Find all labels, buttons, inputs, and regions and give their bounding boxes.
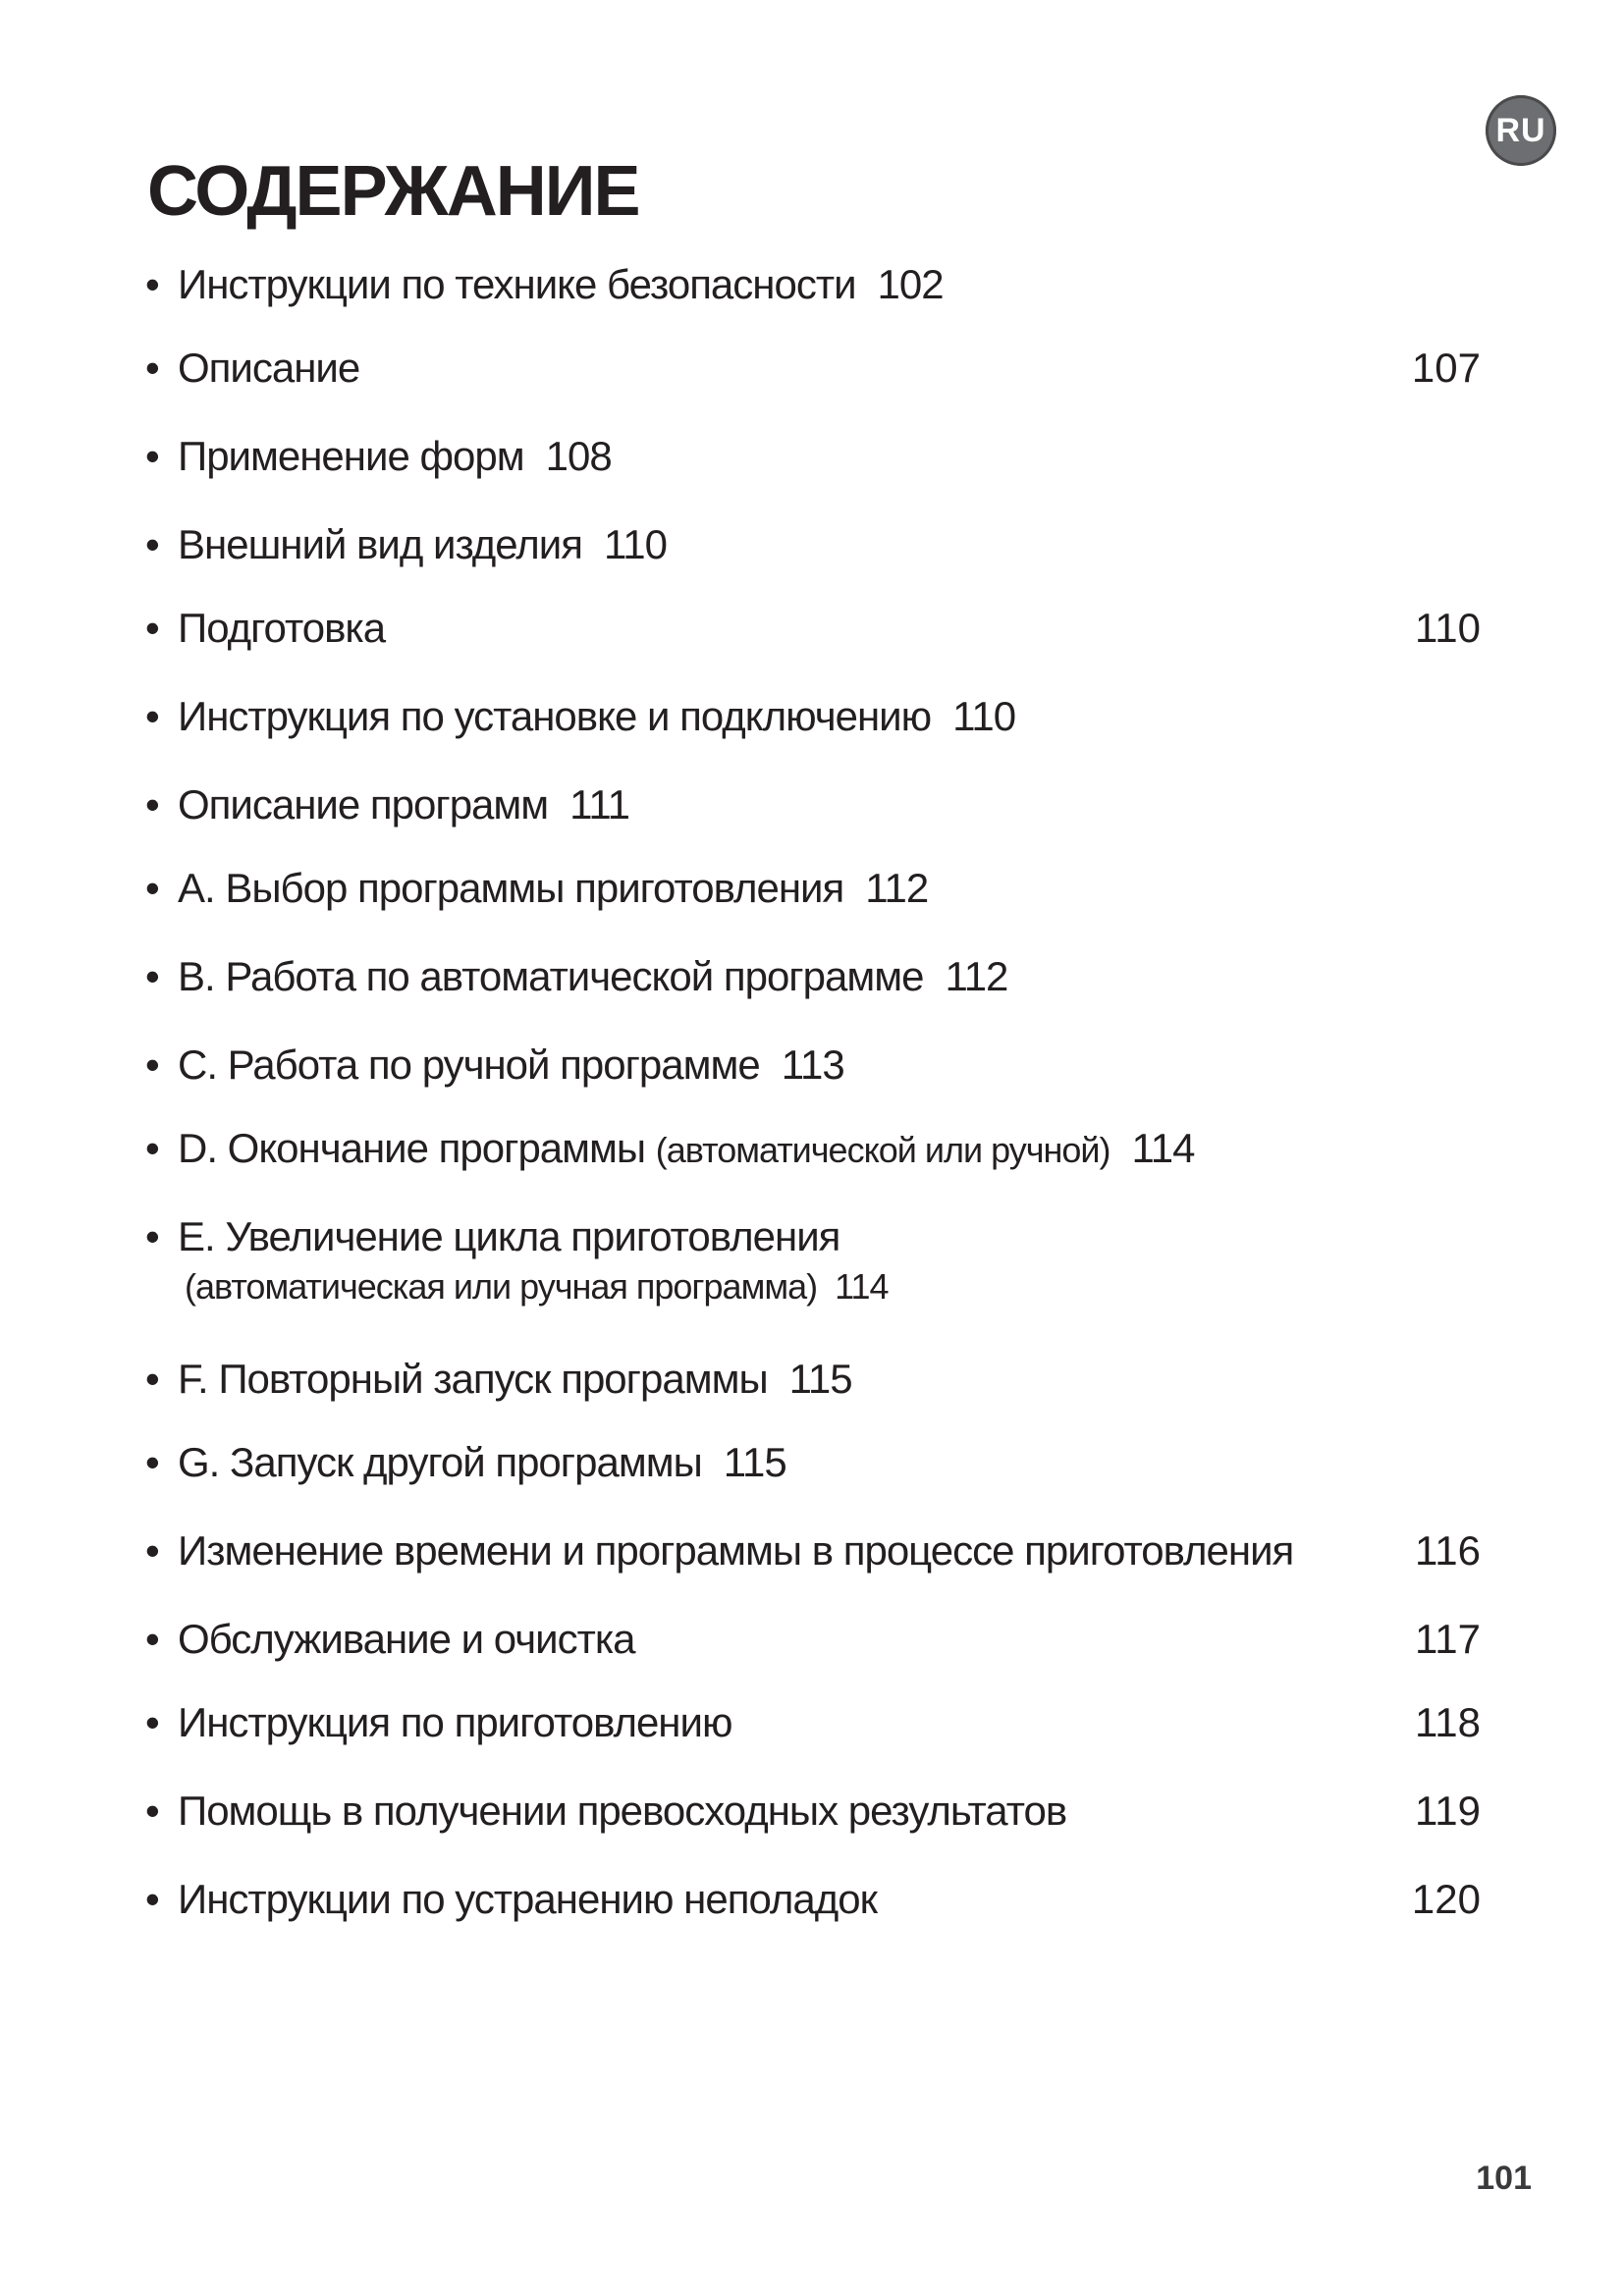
toc-entry-label: Инструкции по устранению неполадок xyxy=(178,1876,877,1922)
toc-entry-label: G. Запуск другой программы 115 xyxy=(178,1439,786,1485)
bullet-icon: • xyxy=(145,1876,160,1922)
toc-entry-page: 111 xyxy=(569,781,630,828)
toc-entry[interactable] xyxy=(145,1433,1481,1492)
toc-entry-page: 108 xyxy=(545,433,612,479)
toc-entry-page: 118 xyxy=(1415,1699,1481,1745)
toc-entry[interactable] xyxy=(145,1782,1481,1841)
toc-entry-page: 107 xyxy=(1411,345,1481,391)
toc-entry-page: 120 xyxy=(1411,1876,1481,1922)
toc-entry[interactable] xyxy=(145,427,1481,486)
toc-entry[interactable] xyxy=(145,515,1481,574)
toc-entry[interactable] xyxy=(145,255,1481,314)
language-badge: RU xyxy=(1486,95,1556,166)
toc-entry-page: 102 xyxy=(877,261,944,307)
toc-entry[interactable] xyxy=(145,599,1481,658)
bullet-icon: • xyxy=(145,1616,160,1662)
toc-entry-page: 119 xyxy=(1415,1788,1481,1834)
bullet-icon: • xyxy=(145,865,160,911)
page-title: СОДЕРЖАНИЕ xyxy=(147,152,639,231)
bullet-icon: • xyxy=(145,1125,160,1171)
toc-entry-page: 116 xyxy=(1415,1527,1481,1574)
bullet-icon: • xyxy=(145,693,160,739)
toc-entry-label: Описание xyxy=(178,345,360,391)
toc-entry-page: 114 xyxy=(1131,1125,1195,1171)
toc-entry[interactable] xyxy=(145,1350,1481,1409)
toc-entry-page: 110 xyxy=(952,693,1016,739)
toc-entry-page: 110 xyxy=(603,521,667,567)
toc-entry-page: 110 xyxy=(1415,605,1481,651)
toc-entry-page: 112 xyxy=(865,865,929,911)
toc-entry[interactable] xyxy=(145,1036,1481,1095)
bullet-icon: • xyxy=(145,345,160,391)
toc-entry-label: A. Выбор программы приготовления 112 xyxy=(178,865,929,911)
toc-entry-label: Инструкция по установке и подключению 110 xyxy=(178,693,1016,739)
bullet-icon: • xyxy=(145,521,160,567)
toc-entry[interactable] xyxy=(145,859,1481,918)
toc-entry-page: 113 xyxy=(781,1041,844,1088)
toc-entry-label: Инструкция по приготовлению xyxy=(178,1699,732,1745)
toc-entry-page: 112 xyxy=(945,953,1008,999)
toc-entry[interactable] xyxy=(145,687,1481,746)
bullet-icon: • xyxy=(145,1788,160,1834)
toc-entry[interactable] xyxy=(145,1693,1481,1752)
bullet-icon: • xyxy=(145,1356,160,1402)
table-of-contents xyxy=(145,0,1481,2296)
bullet-icon: • xyxy=(145,1527,160,1574)
toc-entry-label: Инструкции по технике безопасности 102 xyxy=(178,261,944,307)
toc-entry-label: Изменение времени и программы в процессе приготовления xyxy=(178,1527,1294,1574)
toc-entry-page: 117 xyxy=(1415,1616,1481,1662)
toc-entry-label: B. Работа по автоматической программе 112 xyxy=(178,953,1008,999)
toc-entry[interactable] xyxy=(145,775,1481,834)
toc-entry[interactable] xyxy=(145,1610,1481,1669)
toc-entry[interactable] xyxy=(145,1119,1481,1178)
bullet-icon: • xyxy=(145,1699,160,1745)
bullet-icon: • xyxy=(145,433,160,479)
toc-entry-label: F. Повторный запуск программы 115 xyxy=(178,1356,852,1402)
toc-entry-label: Помощь в получении превосходных результатов xyxy=(178,1788,1067,1834)
toc-entry-label: Применение форм 108 xyxy=(178,433,612,479)
page-number: 101 xyxy=(1476,2160,1532,2197)
toc-entry-label: Подготовка xyxy=(178,605,386,651)
toc-entry[interactable] xyxy=(145,1522,1481,1580)
toc-entry-page: 114 xyxy=(835,1266,889,1307)
toc-entry[interactable] xyxy=(145,1870,1481,1929)
bullet-icon: • xyxy=(145,781,160,828)
toc-entry-page: 115 xyxy=(723,1439,786,1485)
toc-entry-label: D. Окончание программы (автоматической или ручной) 114 xyxy=(178,1125,1195,1171)
toc-entry[interactable] xyxy=(145,339,1481,398)
toc-entry-subline: (автоматическая или ручная программа) 114 xyxy=(185,1266,889,1307)
toc-entry-note: (автоматической или ручной) xyxy=(655,1130,1110,1170)
bullet-icon: • xyxy=(145,1041,160,1088)
bullet-icon: • xyxy=(145,1213,160,1259)
toc-entry-label: Описание программ 111 xyxy=(178,781,630,828)
toc-entry[interactable] xyxy=(145,1207,1481,1320)
bullet-icon: • xyxy=(145,953,160,999)
toc-entry-label: Внешний вид изделия 110 xyxy=(178,521,667,567)
toc-entry[interactable] xyxy=(145,947,1481,1006)
bullet-icon: • xyxy=(145,605,160,651)
bullet-icon: • xyxy=(145,261,160,307)
toc-entry-label: Обслуживание и очистка xyxy=(178,1616,635,1662)
toc-entry-label: C. Работа по ручной программе 113 xyxy=(178,1041,844,1088)
bullet-icon: • xyxy=(145,1439,160,1485)
toc-entry-label: E. Увеличение цикла приготовления xyxy=(178,1213,840,1259)
toc-entry-page: 115 xyxy=(788,1356,852,1402)
